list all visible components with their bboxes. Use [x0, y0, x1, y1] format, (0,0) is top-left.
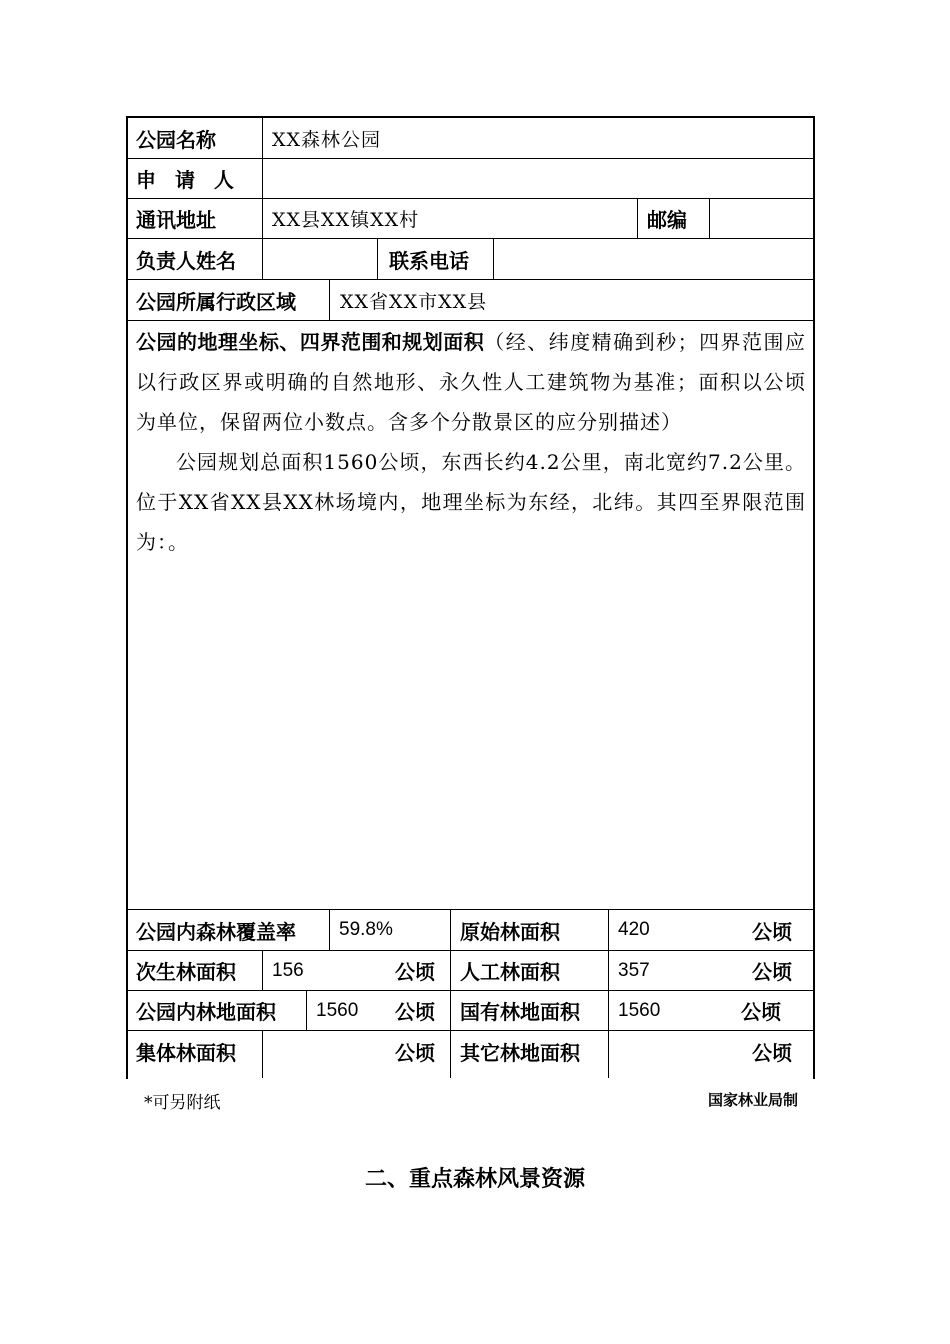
collective-forest-field[interactable]: [272, 1031, 382, 1071]
col-divider: [262, 950, 263, 990]
col-divider: [262, 117, 263, 238]
row-divider: [127, 320, 814, 321]
other-forest-label: 其它林地面积: [460, 1040, 580, 1065]
applicant-field[interactable]: [272, 159, 802, 198]
planted-forest-field[interactable]: 357: [618, 959, 650, 981]
state-forest-unit: 公顷: [741, 1000, 781, 1024]
secondary-forest-field[interactable]: 156: [272, 959, 304, 981]
primary-forest-label: 原始林面积: [460, 919, 560, 944]
col-divider: [450, 909, 451, 1078]
geo-description[interactable]: [136, 322, 806, 562]
postcode-field[interactable]: [716, 199, 806, 238]
footnote: *可另附纸: [144, 1093, 221, 1113]
region-label: 公园所属行政区域: [136, 289, 296, 314]
secondary-forest-label: 次生林面积: [136, 960, 236, 984]
col-divider: [329, 279, 330, 320]
secondary-forest-unit: 公顷: [395, 960, 435, 984]
coverage-label: 公园内森林覆盖率: [136, 919, 296, 944]
coverage-field[interactable]: 59.8%: [339, 919, 393, 940]
other-forest-unit: 公顷: [752, 1040, 792, 1065]
planted-forest-label: 人工林面积: [460, 960, 560, 984]
primary-forest-field[interactable]: 420: [618, 919, 650, 940]
primary-forest-unit: 公顷: [752, 919, 792, 944]
geo-description-intro: [136, 322, 806, 442]
col-divider: [329, 909, 330, 950]
state-forest-field[interactable]: 1560: [618, 999, 661, 1021]
phone-field[interactable]: [502, 239, 802, 279]
collective-forest-label: 集体林面积: [136, 1040, 236, 1065]
planted-forest-unit: 公顷: [752, 960, 792, 984]
phone-label: 联系电话: [389, 248, 469, 273]
other-forest-field[interactable]: [618, 1031, 738, 1071]
col-divider: [608, 909, 609, 1078]
col-divider: [709, 198, 710, 238]
person-label: 负责人姓名: [136, 248, 236, 273]
person-field[interactable]: [270, 239, 370, 279]
geo-description-heading: 公园的地理坐标、四界范围和规划面积: [136, 330, 485, 354]
collective-forest-unit: 公顷: [395, 1040, 435, 1065]
region-field[interactable]: XX省XX市XX县: [340, 290, 488, 313]
address-label: 通讯地址: [136, 208, 216, 232]
forest-land-unit: 公顷: [395, 1000, 435, 1024]
park-name-field[interactable]: XX森林公园: [272, 128, 382, 151]
section-heading: 二、重点森林风景资源: [364, 1167, 585, 1192]
col-divider: [637, 198, 638, 238]
col-divider: [306, 990, 307, 1030]
row-divider: [127, 198, 814, 199]
state-forest-label: 国有林地面积: [460, 1000, 580, 1024]
col-divider: [262, 1030, 263, 1078]
applicant-label: 申 请 人: [136, 168, 240, 192]
geo-description-body: 公园规划总面积1560公顷，东西长约4.2公里，南北宽约7.2公里。位于XX省XX县XX林场境内，地理坐标为东经，北纬。其四至界限范围为：。: [136, 450, 806, 554]
col-divider: [262, 238, 263, 279]
forest-land-field[interactable]: 1560: [316, 999, 359, 1021]
issuer-note: 国家林业局制: [707, 1091, 798, 1109]
postcode-label: 邮编: [647, 208, 687, 232]
address-field[interactable]: XX县XX镇XX村: [272, 209, 420, 231]
geo-description-note: （经、纬度精确到秒；四界范围应以行政区界或明确的自然地形、永久性人工建筑物为基准；面积以公顷为单位，保留两位小数点。含多个分散景区的应分别描述）: [136, 330, 807, 434]
col-divider: [377, 238, 378, 279]
forest-land-label: 公园内林地面积: [136, 1000, 276, 1024]
park-name-label: 公园名称: [136, 127, 216, 152]
col-divider: [493, 238, 494, 279]
